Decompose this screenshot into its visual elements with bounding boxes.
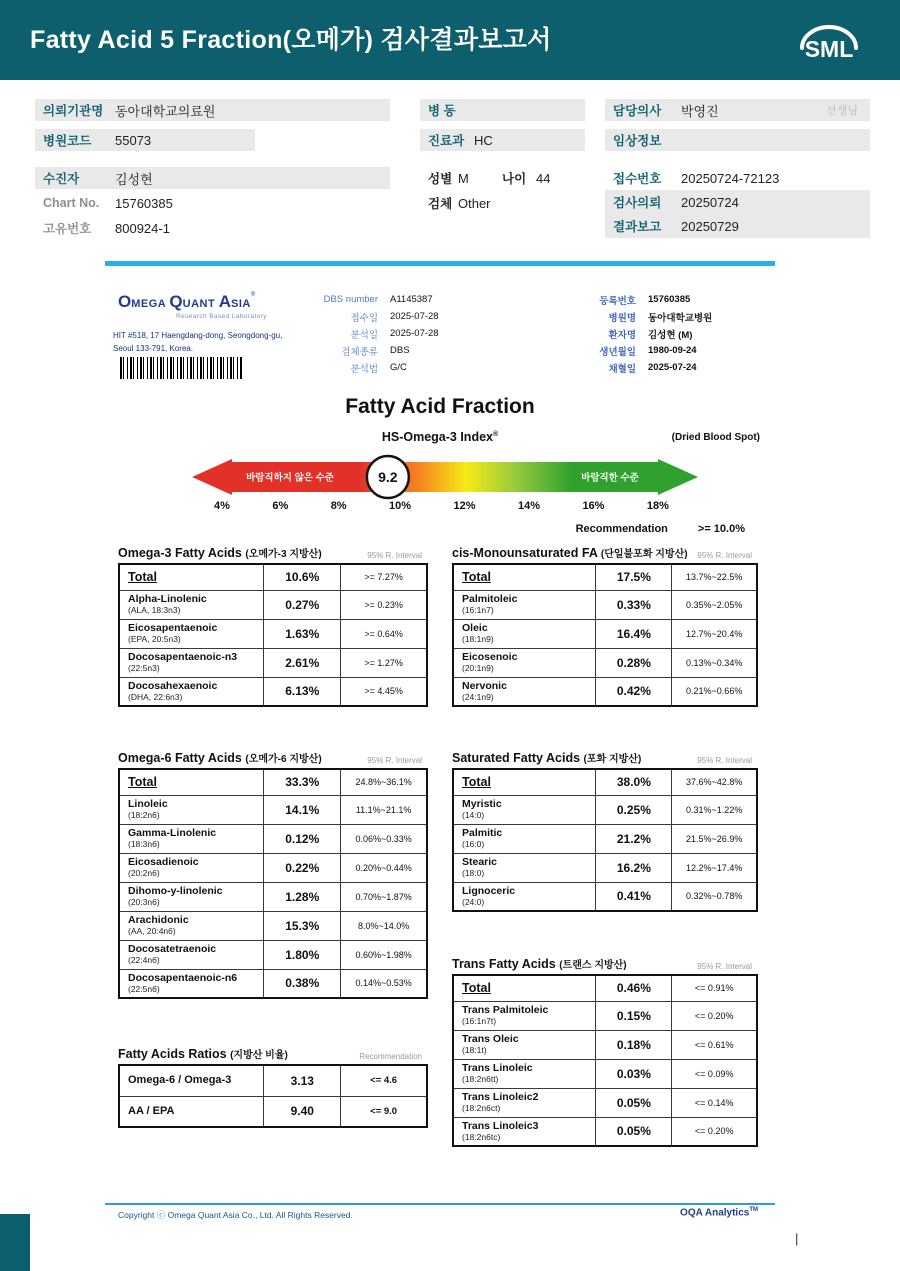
field-value: 김성현 <box>115 171 153 187</box>
analyte-row <box>119 795 427 824</box>
analyte-value-cell: 17.5% <box>596 564 672 590</box>
analyte-name-cell: Linoleic (18:2n6) <box>119 795 264 824</box>
scale-tick: 18% <box>646 500 669 512</box>
meta-label: 병원명 <box>608 312 636 324</box>
analyte-name-cell: Docosahexaenoic (DHA, 22:6n3) <box>119 677 264 706</box>
monounsaturated-table-block <box>452 545 758 707</box>
analyte-interval-cell: 0.14%~0.53% <box>341 969 427 998</box>
analyte-row <box>453 1030 757 1059</box>
table-head <box>118 545 428 560</box>
analyte-row <box>119 1096 427 1127</box>
table-head <box>118 750 428 765</box>
meta-value: G/C <box>390 362 407 373</box>
lab-address-line1: HIT #518, 17 Haengdang-dong, Seongdong-gu, <box>113 331 283 340</box>
field-value: 동아대학교의료원 <box>115 103 216 119</box>
table-head <box>452 750 758 765</box>
analyte-name-cell: Eicosadienoic (20:2n6) <box>119 853 264 882</box>
sex-label: 성별 <box>428 172 453 186</box>
analyte-value-cell: 0.12% <box>264 824 341 853</box>
analyte-value-cell: 15.3% <box>264 911 341 940</box>
analyte-name-cell: Nervonic (24:1n9) <box>453 677 596 706</box>
dried-blood-spot-note: (Dried Blood Spot) <box>671 432 760 443</box>
field-label: 의뢰기관명 <box>43 104 104 118</box>
table-head <box>118 1046 428 1061</box>
analyte-name-cell: Total <box>453 975 596 1001</box>
logo-letters: UANT <box>182 298 219 310</box>
meta-row <box>298 342 439 359</box>
analyte-row <box>119 940 427 969</box>
meta-row <box>556 325 712 342</box>
analyte-row <box>119 882 427 911</box>
analyte-value-cell: 33.3% <box>264 769 341 795</box>
analyte-value-cell: 9.40 <box>264 1096 341 1127</box>
gauge-value: 9.2 <box>378 469 398 485</box>
analyte-interval-cell: 0.60%~1.98% <box>341 940 427 969</box>
lab-address <box>113 330 282 355</box>
analyte-value-cell: 21.2% <box>596 824 672 853</box>
meta-value: 1980-09-24 <box>648 345 697 356</box>
field-label: 고유번호 <box>43 222 92 236</box>
field-label: 접수번호 <box>613 172 662 186</box>
analyte-name-cell: Docosatetraenoic (22:4n6) <box>119 940 264 969</box>
field-label: Chart No. <box>43 196 100 210</box>
page-mark: | <box>795 1231 799 1246</box>
ratios-table <box>118 1064 428 1128</box>
analyte-value-cell: 0.46% <box>596 975 672 1001</box>
analyte-value-cell: 0.05% <box>596 1117 672 1146</box>
scale-tick: 14% <box>517 500 540 512</box>
blue-divider <box>105 261 775 266</box>
table-title <box>118 1046 288 1061</box>
analyte-name-cell: Lignoceric (24:0) <box>453 882 596 911</box>
analyte-name-cell: Trans Linoleic2 (18:2n6ct) <box>453 1088 596 1117</box>
sml-logo <box>792 12 866 70</box>
meta-row <box>298 291 439 308</box>
field-value: 800924-1 <box>115 220 170 236</box>
field-value: 20250724-72123 <box>681 170 780 186</box>
registered-mark: ® <box>492 430 499 438</box>
omega3-table <box>118 563 428 707</box>
field-label: 병원코드 <box>43 134 92 148</box>
analyte-name-cell: Total <box>453 769 596 795</box>
analyte-value-cell: 14.1% <box>264 795 341 824</box>
analyte-row <box>453 795 757 824</box>
registered-mark: ® <box>250 292 256 298</box>
meta-label: 분석법 <box>350 363 378 375</box>
field-unique-number <box>35 217 390 239</box>
logo-letter: O <box>118 292 132 311</box>
omega6-table <box>118 768 428 999</box>
analyte-row <box>453 1088 757 1117</box>
analyte-row <box>119 677 427 706</box>
field-label: 임상정보 <box>613 134 662 148</box>
field-doctor <box>605 99 870 121</box>
meta-value: A1145387 <box>390 294 433 305</box>
analyte-row <box>453 824 757 853</box>
field-label: 진료과 <box>428 134 465 148</box>
analyte-interval-cell: 0.31%~1.22% <box>672 795 757 824</box>
field-ward <box>420 99 585 121</box>
gauge-right-label: 바람직한 수준 <box>581 472 639 484</box>
omega6-table-block <box>118 750 428 999</box>
table-title-en: Fatty Acids Ratios <box>118 1047 227 1061</box>
analyte-value-cell: 0.33% <box>596 590 672 619</box>
analyte-value-cell: 0.15% <box>596 1001 672 1030</box>
table-head <box>452 956 758 971</box>
analyte-row <box>119 619 427 648</box>
table-title <box>452 545 688 560</box>
meta-label: 채혈일 <box>608 363 636 375</box>
field-patient-name <box>35 167 390 189</box>
recommendation-label: Recommendation <box>575 523 668 535</box>
meta-label: 검체종류 <box>341 346 378 358</box>
analyte-value-cell: 2.61% <box>264 648 341 677</box>
meta-row <box>298 308 439 325</box>
meta-label: 등록번호 <box>599 295 636 307</box>
interval-header: Recommendation <box>359 1052 422 1061</box>
total-row <box>453 564 757 590</box>
analyte-row <box>119 590 427 619</box>
analyte-value-cell: 0.22% <box>264 853 341 882</box>
analyte-name-cell: Docosapentaenoic-n6 (22:5n6) <box>119 969 264 998</box>
index-title-text: HS-Omega-3 Index <box>381 430 493 444</box>
meta-label: 생년월일 <box>599 346 636 358</box>
meta-value: 15760385 <box>648 294 691 305</box>
field-label: 병 동 <box>428 104 456 118</box>
recommendation-line <box>480 523 745 535</box>
analyte-row <box>453 882 757 911</box>
field-value: HC <box>474 132 493 148</box>
meta-row <box>556 291 712 308</box>
analyte-name-cell: Myristic (14:0) <box>453 795 596 824</box>
trademark-mark: TM <box>749 1207 758 1213</box>
meta-row <box>556 359 712 376</box>
table-title-kr: (포화 지방산) <box>583 754 642 765</box>
meta-label: 환자명 <box>608 329 636 341</box>
analyte-value-cell: 0.05% <box>596 1088 672 1117</box>
analyte-name-cell: Trans Palmitoleic (16:1n7t) <box>453 1001 596 1030</box>
interval-header: 95% R. Interval <box>367 756 422 765</box>
omega-quant-asia-logo <box>118 292 267 320</box>
analyte-value-cell: 0.27% <box>264 590 341 619</box>
analyte-value-cell: 1.63% <box>264 619 341 648</box>
trans-table-block <box>452 956 758 1147</box>
meta-label: 접수일 <box>350 312 378 324</box>
scale-tick: 4% <box>214 500 230 512</box>
gauge-left-arrowhead <box>192 459 232 495</box>
gauge-right-arrowhead <box>658 459 698 495</box>
meta-value: 2025-07-24 <box>648 362 697 373</box>
report-banner <box>0 0 900 80</box>
age-value: 44 <box>536 170 551 186</box>
analyte-name-cell: Trans Linoleic3 (18:2n6tc) <box>453 1117 596 1146</box>
analyte-value-cell: 0.25% <box>596 795 672 824</box>
field-chart-no <box>35 192 390 214</box>
table-title <box>452 750 641 765</box>
analyte-row <box>453 677 757 706</box>
scale-tick: 16% <box>582 500 605 512</box>
analyte-interval-cell: 0.21%~0.66% <box>672 677 757 706</box>
lab-address-line2: Seoul 133-791, Korea. <box>113 343 194 353</box>
gauge-scale <box>214 500 669 512</box>
analyte-row <box>119 1065 427 1096</box>
logo-letter: Q <box>169 292 183 311</box>
meta-row <box>556 342 712 359</box>
scale-tick: 10% <box>389 500 412 512</box>
analyte-interval-cell: >= 4.45% <box>341 677 427 706</box>
analyte-name-cell: Trans Linoleic (18:2n6tt) <box>453 1059 596 1088</box>
table-title <box>118 545 322 560</box>
analyte-value-cell: 10.6% <box>264 564 341 590</box>
meta-label: 분석일 <box>350 329 378 341</box>
total-row <box>453 975 757 1001</box>
analyte-interval-cell: <= 0.20% <box>672 1117 757 1146</box>
report-title: Fatty Acid 5 Fraction(오메가) 검사결과보고서 <box>30 26 552 54</box>
saturated-table <box>452 768 758 912</box>
field-label: 검사의뢰 <box>613 196 662 210</box>
total-row <box>453 769 757 795</box>
sml-logo-text: SML <box>804 36 854 62</box>
analyte-value-cell: 0.42% <box>596 677 672 706</box>
table-title-kr: (단일불포화 지방산) <box>600 549 688 560</box>
analyte-name-cell: Palmitoleic (16:1n7) <box>453 590 596 619</box>
table-title-en: Saturated Fatty Acids <box>452 751 581 765</box>
analyte-interval-cell: 0.13%~0.34% <box>672 648 757 677</box>
analyte-interval-cell: <= 0.91% <box>672 975 757 1001</box>
analyte-name-cell: Total <box>119 769 264 795</box>
total-row <box>119 564 427 590</box>
analyte-row <box>119 648 427 677</box>
analyte-name-cell: Dihomo-y-linolenic (20:3n6) <box>119 882 264 911</box>
field-department <box>420 129 585 151</box>
analyte-row <box>453 648 757 677</box>
analyte-interval-cell: 24.8%~36.1% <box>341 769 427 795</box>
analyte-name-cell: Arachidonic (AA, 20:4n6) <box>119 911 264 940</box>
field-label: 결과보고 <box>613 220 662 234</box>
total-row <box>119 769 427 795</box>
analyte-interval-cell: >= 0.23% <box>341 590 427 619</box>
field-hospital-code <box>35 129 255 151</box>
analyte-name-cell: Stearic (18:0) <box>453 853 596 882</box>
age-label: 나이 <box>502 172 527 186</box>
meta-row <box>298 359 439 376</box>
analyte-value-cell: 0.41% <box>596 882 672 911</box>
copyright-text: Copyright ⓒ Omega Quant Asia Co., Ltd. All Rights Reserved. <box>118 1210 353 1220</box>
table-title <box>452 956 627 971</box>
analyte-value-cell: 1.80% <box>264 940 341 969</box>
analyte-interval-cell: 12.2%~17.4% <box>672 853 757 882</box>
analyte-name-cell: AA / EPA <box>119 1096 264 1127</box>
barcode <box>120 357 242 379</box>
field-clinical-info <box>605 129 870 151</box>
table-title-kr: (오메가-6 지방산) <box>245 754 322 765</box>
analyte-name-cell: Docosapentaenoic-n3 (22:5n3) <box>119 648 264 677</box>
interval-header: 95% R. Interval <box>367 551 422 560</box>
logo-letter: A <box>218 292 232 311</box>
analyte-value-cell: 0.03% <box>596 1059 672 1088</box>
field-value: Other <box>458 195 491 211</box>
doctor-honorific: 선생님 <box>826 105 858 117</box>
meta-row <box>556 308 712 325</box>
analyte-row <box>453 619 757 648</box>
analyte-interval-cell: 12.7%~20.4% <box>672 619 757 648</box>
interval-header: 95% R. Interval <box>697 551 752 560</box>
analyte-interval-cell: 37.6%~42.8% <box>672 769 757 795</box>
analyte-interval-cell: >= 0.64% <box>341 619 427 648</box>
analyte-name-cell: Total <box>119 564 264 590</box>
field-requesting-org <box>35 99 390 121</box>
analyte-value-cell: 0.38% <box>264 969 341 998</box>
scale-tick: 12% <box>453 500 476 512</box>
analyte-value-cell: 6.13% <box>264 677 341 706</box>
corner-accent-block <box>0 1214 30 1271</box>
field-value: 20250729 <box>681 218 739 234</box>
analyte-value-cell: 16.4% <box>596 619 672 648</box>
analyte-name-cell: Omega-6 / Omega-3 <box>119 1065 264 1096</box>
field-label: 담당의사 <box>613 104 662 118</box>
analyte-name-cell: Alpha-Linolenic (ALA, 18:3n3) <box>119 590 264 619</box>
analyte-row <box>453 1059 757 1088</box>
analyte-interval-cell: >= 7.27% <box>341 564 427 590</box>
ratios-table-block <box>118 1046 428 1128</box>
omega3-index-gauge <box>190 452 700 502</box>
meta-value: DBS <box>390 345 410 356</box>
analyte-interval-cell: >= 1.27% <box>341 648 427 677</box>
analyte-value-cell: 1.28% <box>264 882 341 911</box>
field-receipt-number <box>605 167 870 189</box>
analyte-row <box>119 824 427 853</box>
analyte-name-cell: Oleic (18:1n9) <box>453 619 596 648</box>
interval-header: 95% R. Interval <box>697 756 752 765</box>
table-title-en: Trans Fatty Acids <box>452 957 556 971</box>
lab-logo-wordmark <box>118 292 267 312</box>
meta-value: 김성현 (M) <box>648 329 693 341</box>
saturated-table-block <box>452 750 758 912</box>
analyte-row <box>119 853 427 882</box>
analyte-value-cell: 0.18% <box>596 1030 672 1059</box>
field-label: 검체 <box>428 197 453 211</box>
analyte-interval-cell: 0.32%~0.78% <box>672 882 757 911</box>
meta-label: DBS number <box>323 294 378 305</box>
analyte-value-cell: 16.2% <box>596 853 672 882</box>
analyte-name-cell: Gamma-Linolenic (18:3n6) <box>119 824 264 853</box>
trans-table <box>452 974 758 1147</box>
table-head <box>452 545 758 560</box>
analyte-name-cell: Eicosapentaenoic (EPA, 20:5n3) <box>119 619 264 648</box>
analyte-interval-cell: 13.7%~22.5% <box>672 564 757 590</box>
analyte-name-cell: Trans Oleic (18:1t) <box>453 1030 596 1059</box>
field-value: 20250724 <box>681 194 739 210</box>
field-label: 수진자 <box>43 172 80 186</box>
analyte-interval-cell: 0.06%~0.33% <box>341 824 427 853</box>
scale-tick: 8% <box>330 500 347 512</box>
field-request-date <box>605 190 870 214</box>
analyte-name-cell: Eicosenoic (20:1n9) <box>453 648 596 677</box>
dates-box <box>605 190 870 238</box>
sex-value: M <box>458 170 469 186</box>
meta-row <box>298 325 439 342</box>
analyte-row <box>119 911 427 940</box>
brand-text: OQA Analytics <box>680 1207 750 1219</box>
field-report-date <box>605 214 870 238</box>
field-value: 55073 <box>115 132 152 148</box>
analyte-value-cell: 38.0% <box>596 769 672 795</box>
oqa-analytics-brand <box>600 1207 758 1218</box>
analyte-interval-cell: <= 9.0 <box>341 1096 427 1127</box>
analyte-interval-cell: 0.70%~1.87% <box>341 882 427 911</box>
table-title-en: cis-Monounsaturated FA <box>452 546 598 560</box>
analyte-value-cell: 3.13 <box>264 1065 341 1096</box>
analyte-interval-cell: <= 4.6 <box>341 1065 427 1096</box>
analyte-interval-cell: 8.0%~14.0% <box>341 911 427 940</box>
monounsaturated-table <box>452 563 758 707</box>
table-title-en: Omega-3 Fatty Acids <box>118 546 242 560</box>
gauge-left-label: 바람직하지 않은 수준 <box>246 472 334 484</box>
analyte-value-cell: 0.28% <box>596 648 672 677</box>
analyte-interval-cell: 21.5%~26.9% <box>672 824 757 853</box>
section-title: Fatty Acid Fraction <box>345 395 535 418</box>
table-title-en: Omega-6 Fatty Acids <box>118 751 242 765</box>
meta-value: 2025-07-28 <box>390 311 439 322</box>
analyte-interval-cell: <= 0.61% <box>672 1030 757 1059</box>
analyte-row <box>453 1001 757 1030</box>
footer-rule <box>105 1203 775 1205</box>
meta-value: 2025-07-28 <box>390 328 439 339</box>
lab-meta-left <box>298 291 439 376</box>
analyte-row <box>453 853 757 882</box>
recommendation-value: >= 10.0% <box>697 523 745 535</box>
analyte-interval-cell: 0.35%~2.05% <box>672 590 757 619</box>
analyte-name-cell: Total <box>453 564 596 590</box>
analyte-interval-cell: 11.1%~21.1% <box>341 795 427 824</box>
analyte-interval-cell: <= 0.20% <box>672 1001 757 1030</box>
field-value: 15760385 <box>115 195 173 211</box>
analyte-interval-cell: <= 0.14% <box>672 1088 757 1117</box>
omega3-table-block <box>118 545 428 707</box>
table-title-kr: (오메가-3 지방산) <box>245 549 322 560</box>
analyte-name-cell: Palmitic (16:0) <box>453 824 596 853</box>
table-title <box>118 750 322 765</box>
table-title-kr: (트랜스 지방산) <box>559 960 627 971</box>
logo-letters: MEGA <box>131 298 170 310</box>
analyte-row <box>453 1117 757 1146</box>
scale-tick: 6% <box>272 500 289 512</box>
analyte-row <box>119 969 427 998</box>
field-value: 박영진 <box>681 103 719 119</box>
meta-value: 동아대학교병원 <box>648 312 713 324</box>
field-specimen <box>420 192 600 214</box>
interval-header: 95% R. Interval <box>697 962 752 971</box>
analyte-interval-cell: <= 0.09% <box>672 1059 757 1088</box>
lab-tagline: Research Based Laboratory <box>176 313 267 320</box>
lab-meta-right <box>556 291 712 376</box>
field-sex-age <box>420 167 600 189</box>
analyte-interval-cell: 0.20%~0.44% <box>341 853 427 882</box>
logo-letters: SIA <box>231 298 251 310</box>
analyte-row <box>453 590 757 619</box>
table-title-kr: (지방산 비율) <box>230 1050 288 1061</box>
